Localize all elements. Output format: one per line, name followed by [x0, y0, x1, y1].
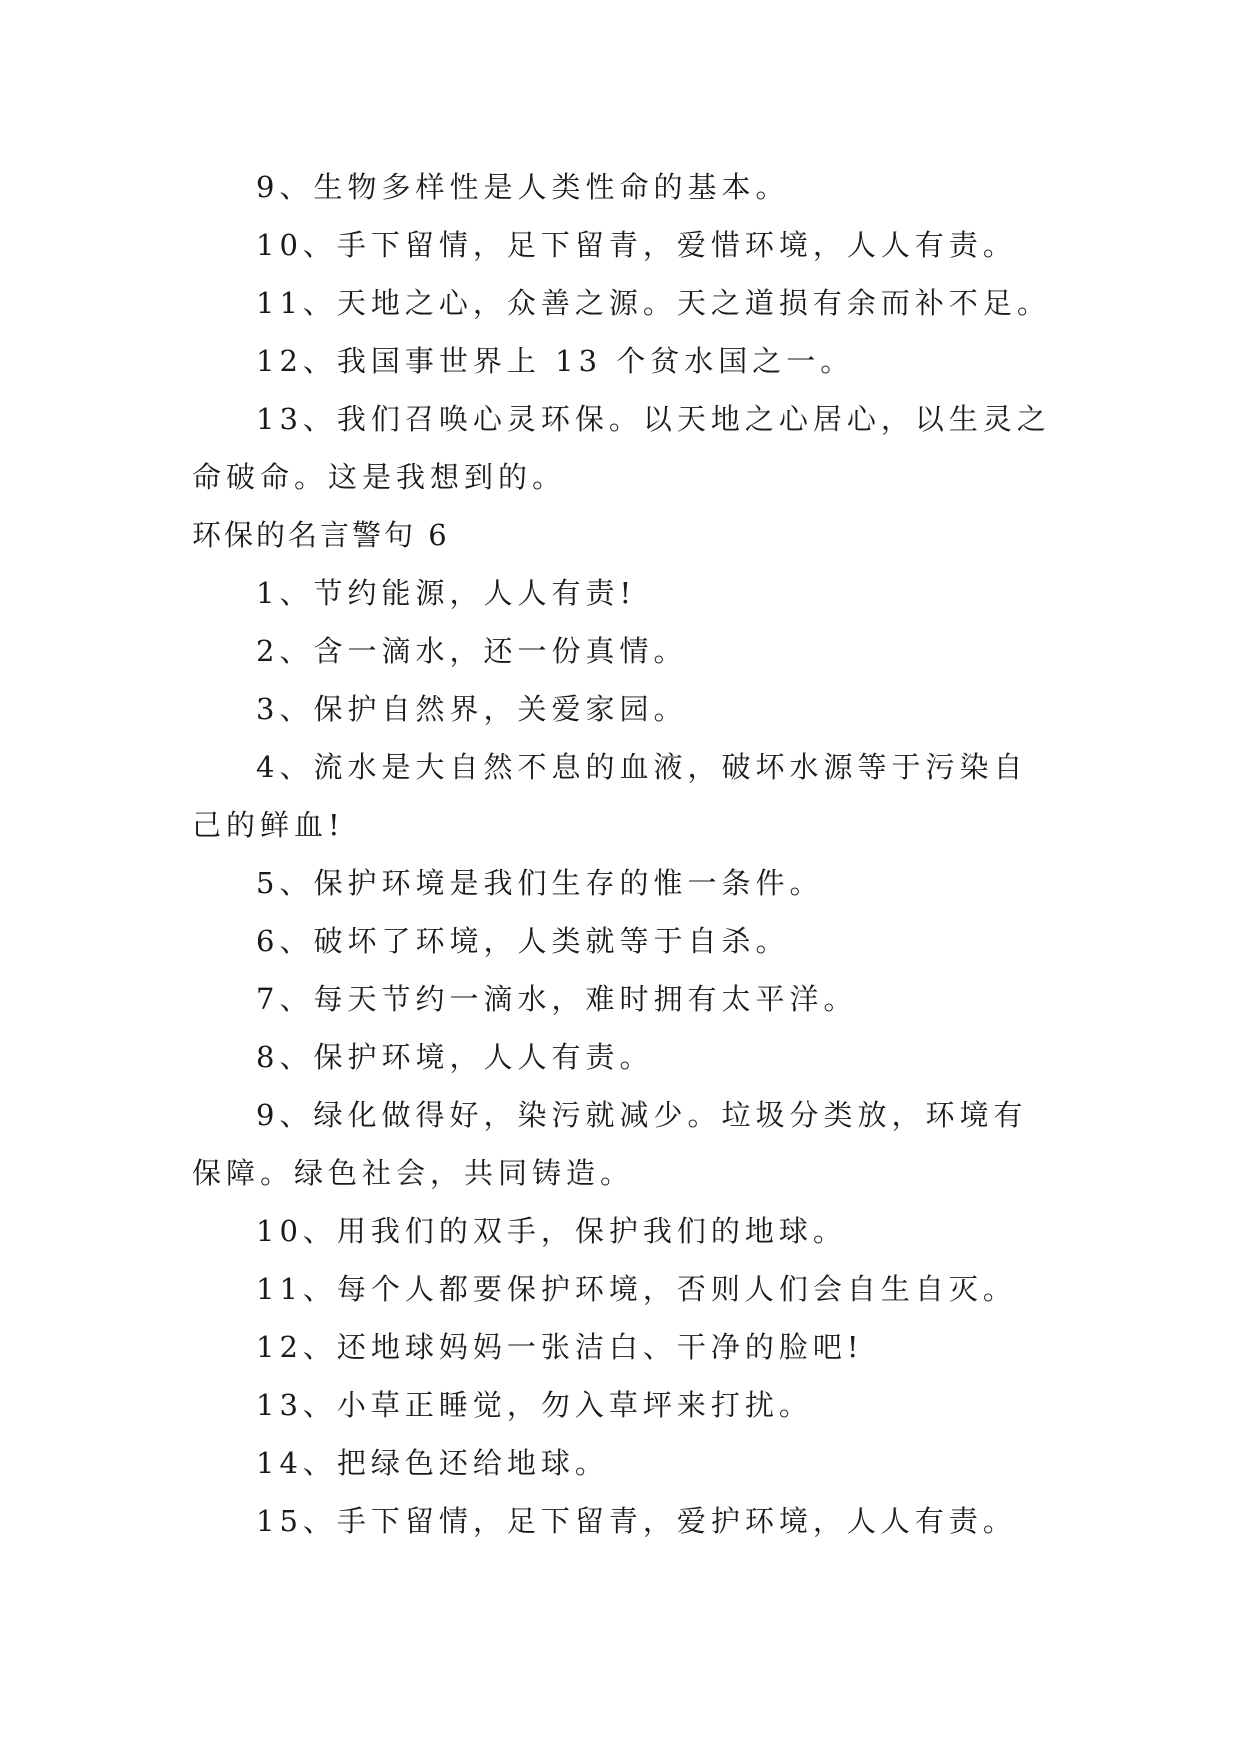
- list-item: 13、小草正睡觉，勿入草坪来打扰。: [256, 1388, 813, 1422]
- document-body: [192, 158, 1052, 1550]
- list-item: 12、还地球妈妈一张洁白、干净的脸吧!: [256, 1330, 864, 1364]
- section-heading: 环保的名言警句 6: [192, 518, 450, 552]
- list-item: 8、保护环境，人人有责。: [256, 1040, 654, 1074]
- list-item: 13、我们召唤心灵环保。以天地之心居心，以生灵之命破命。这是我想到的。: [192, 402, 1051, 494]
- list-item: 6、破坏了环境，人类就等于自杀。: [256, 924, 790, 958]
- list-item: 4、流水是大自然不息的血液，破坏水源等于污染自己的鲜血!: [192, 750, 1028, 842]
- list-item: 9、生物多样性是人类性命的基本。: [256, 170, 790, 204]
- list-item: 7、每天节约一滴水，难时拥有太平洋。: [256, 982, 858, 1016]
- list-item: 11、天地之心，众善之源。天之道损有余而补不足。: [256, 286, 1051, 320]
- list-item: 11、每个人都要保护环境，否则人们会自生自灭。: [256, 1272, 1017, 1306]
- list-item: 5、保护环境是我们生存的惟一条件。: [256, 866, 824, 900]
- list-item: 3、保护自然界，关爱家园。: [256, 692, 688, 726]
- list-item: 15、手下留情，足下留青，爱护环境，人人有责。: [256, 1504, 1017, 1538]
- list-item: 9、绿化做得好，染污就减少。垃圾分类放，环境有保障。绿色社会，共同铸造。: [192, 1098, 1028, 1190]
- list-item: 10、用我们的双手，保护我们的地球。: [256, 1214, 847, 1248]
- list-item: 1、节约能源，人人有责!: [256, 576, 637, 610]
- list-item: 10、手下留情，足下留青，爱惜环境，人人有责。: [256, 228, 1017, 262]
- list-item: 14、把绿色还给地球。: [256, 1446, 609, 1480]
- list-item: 2、含一滴水，还一份真情。: [256, 634, 688, 668]
- list-item: 12、我国事世界上 13 个贫水国之一。: [256, 344, 855, 378]
